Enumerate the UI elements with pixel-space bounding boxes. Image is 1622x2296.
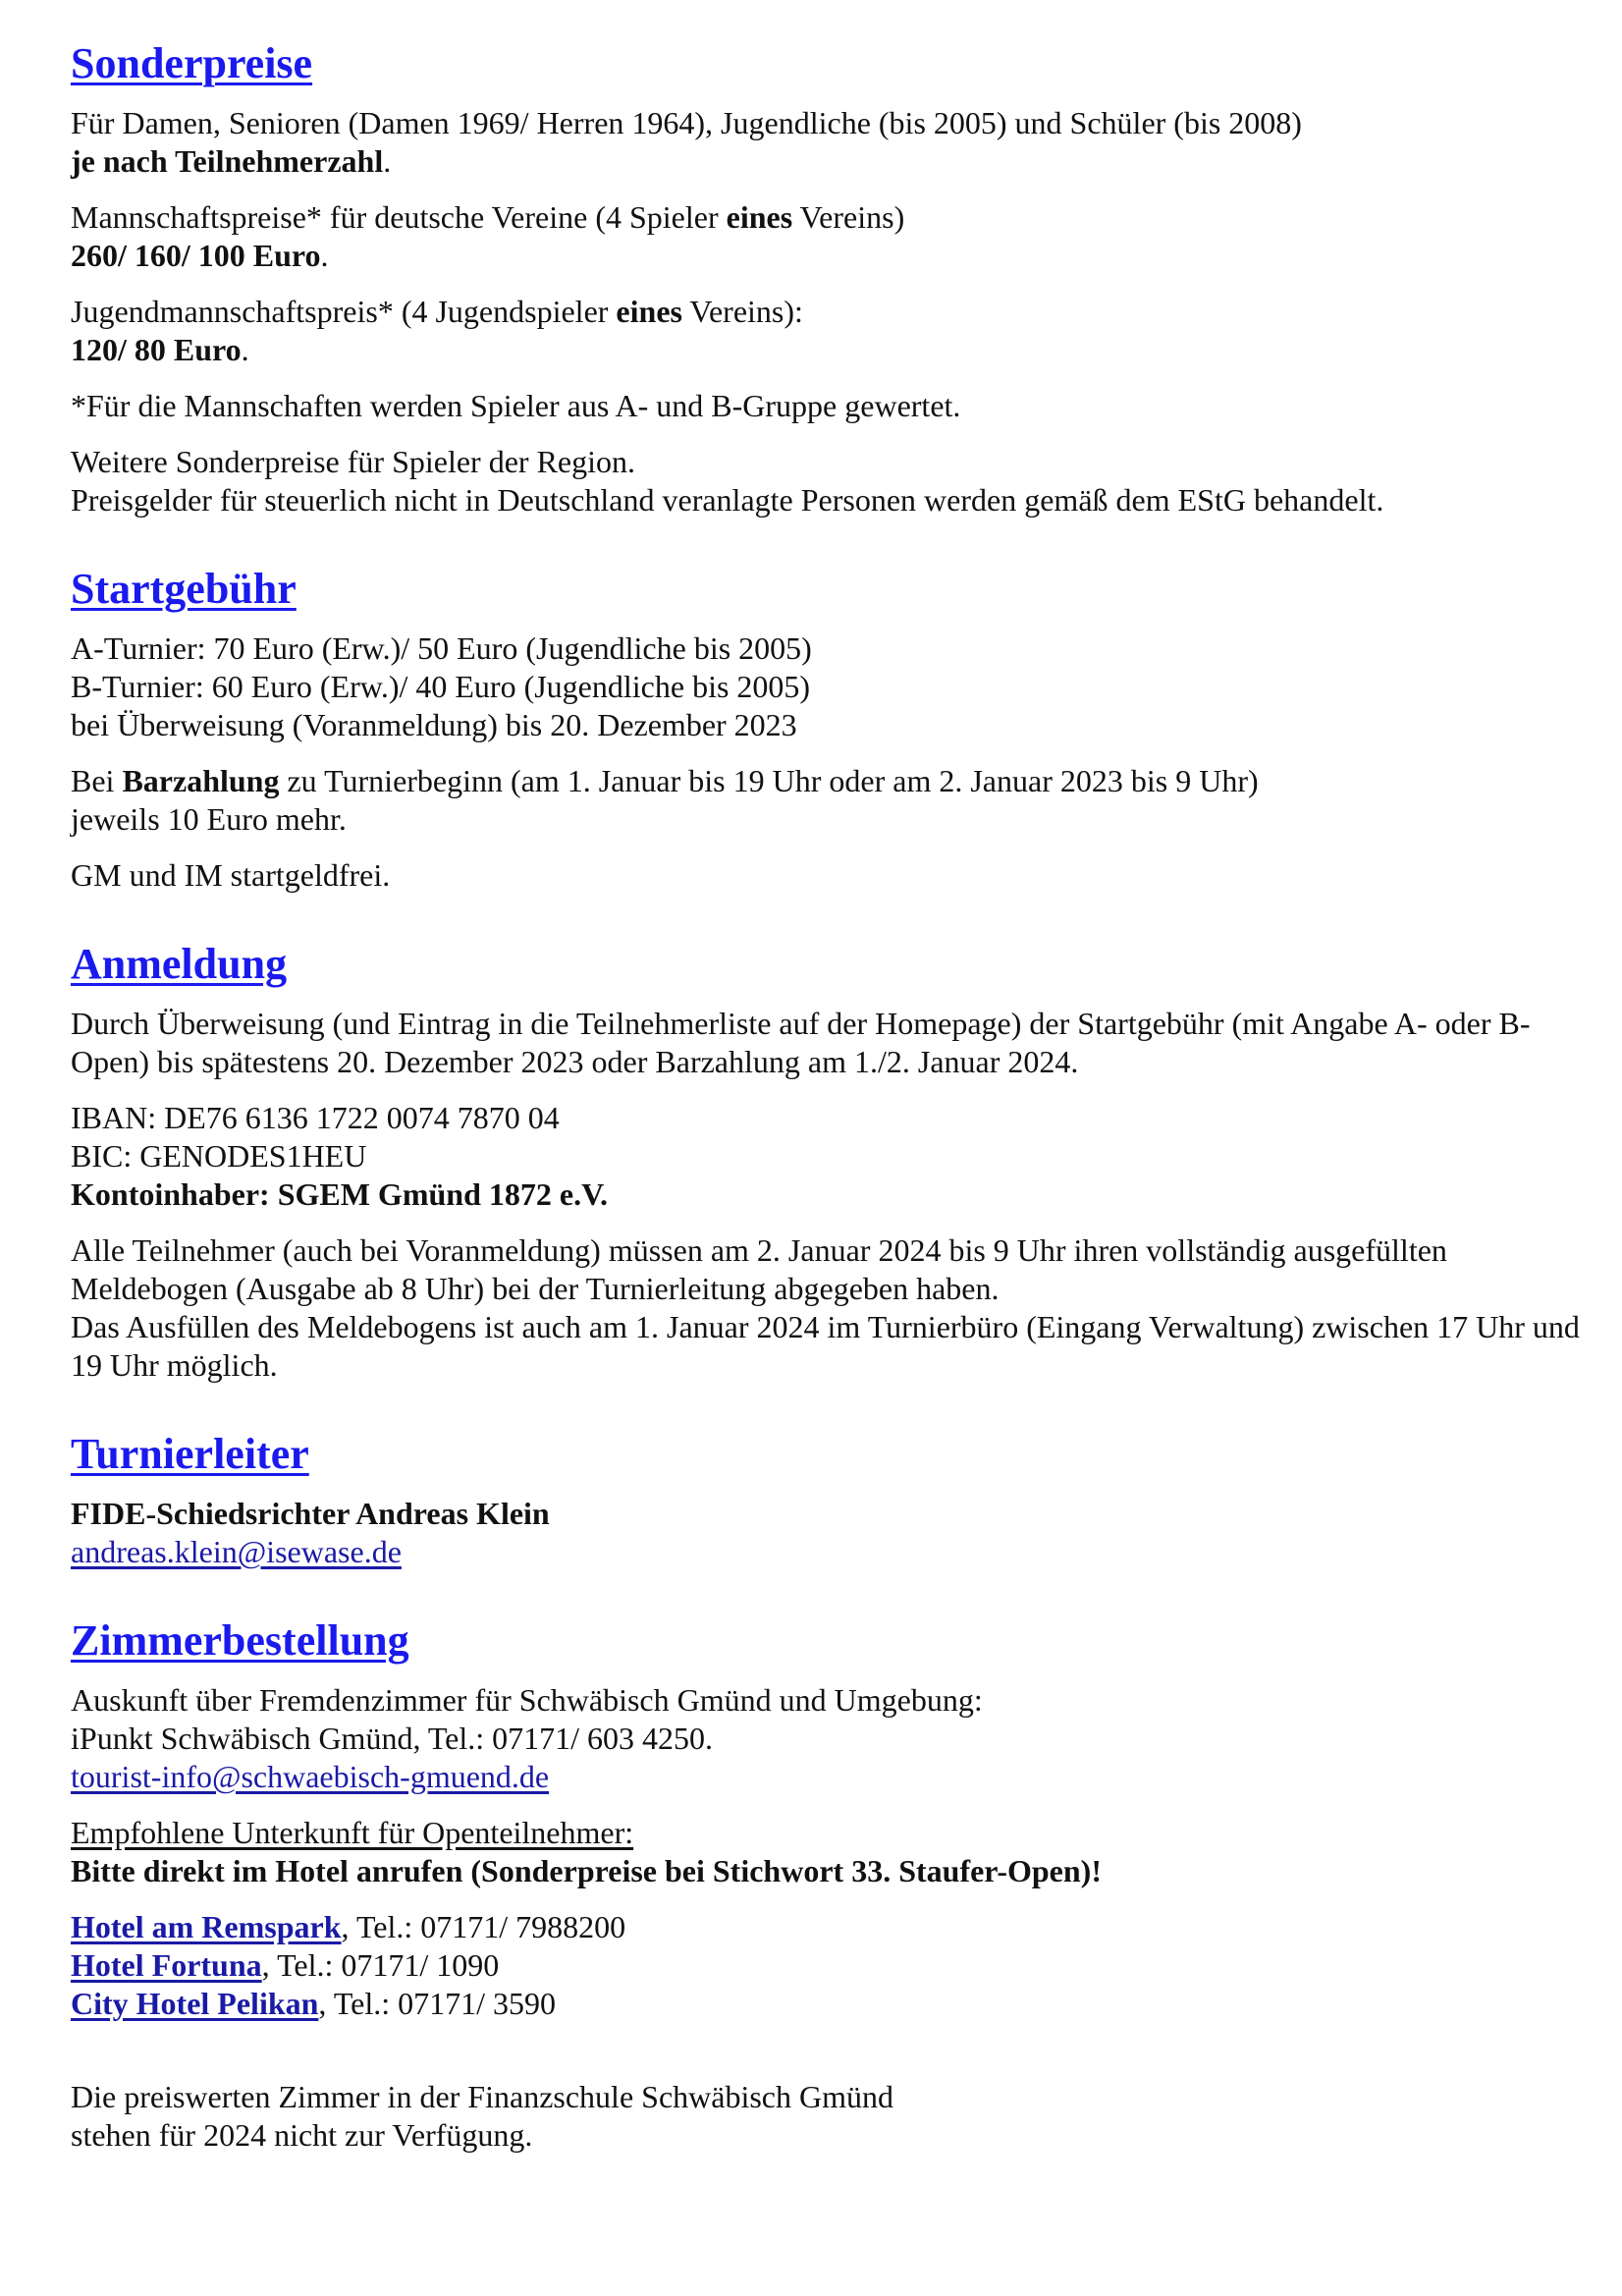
- barzahlung-paragraph: [71, 762, 1583, 839]
- turnierleiter-email-link[interactable]: andreas.klein@isewase.de: [71, 1534, 402, 1569]
- section-turnierleiter: [71, 1428, 1583, 1571]
- turnierleiter-heading-link[interactable]: Turnierleiter: [71, 1430, 309, 1478]
- zimmerbestellung-heading-link[interactable]: Zimmerbestellung: [71, 1616, 409, 1665]
- mannschaftspreise-vereins: Vereins): [792, 199, 905, 235]
- section-zimmerbestellung: [71, 1614, 1583, 2155]
- finanzschule-line-1: Die preiswerten Zimmer in der Finanzschule Schwäbisch Gmünd: [71, 2079, 893, 2114]
- empfohlene-unterkunft: [71, 1814, 1583, 1890]
- anmeldung-paragraph-3: [71, 1231, 1583, 1385]
- meldebogen-turnierbuero-text: Das Ausfüllen des Meldebogens ist auch am 1. Januar 2024 im Turnierbüro (Eingang Verwaltung) zwischen 17 Uhr und 19 Uhr möglich.: [71, 1309, 1580, 1383]
- hotel-call-notice: Bitte direkt im Hotel anrufen (Sonderpreise bei Stichwort 33. Staufer-Open)!: [71, 1853, 1102, 1888]
- tourist-info-email-link[interactable]: tourist-info@schwaebisch-gmuend.de: [71, 1759, 550, 1794]
- finanzschule-notice: [71, 2078, 1583, 2155]
- iban: IBAN: DE76 6136 1722 0074 7870 04: [71, 1100, 560, 1135]
- sonderpreise-teilnehmerzahl: je nach Teilnehmerzahl: [71, 143, 384, 179]
- anmeldung-heading: [71, 938, 1583, 991]
- section-anmeldung: [71, 938, 1583, 1385]
- barzahlung-surcharge: jeweils 10 Euro mehr.: [71, 801, 347, 837]
- jugendmannschaftspreis-amount: 120/ 80 Euro: [71, 332, 242, 367]
- hotel-item: [71, 1985, 1583, 2023]
- barzahlung-text: zu Turnierbeginn (am 1. Januar bis 19 Uhr oder am 2. Januar 2023 bis 9 Uhr): [279, 763, 1259, 798]
- mannschaftspreise-text: Mannschaftspreise* für deutsche Vereine (4 Spieler: [71, 199, 727, 235]
- sonderpreise-paragraph-4: *Für die Mannschaften werden Spieler aus A- und B-Gruppe gewertet.: [71, 388, 961, 423]
- sonderpreise-paragraph-5: [71, 443, 1583, 519]
- punctuation: .: [383, 143, 392, 179]
- startgebuehr-heading: [71, 563, 1583, 616]
- mannschaftspreise-eines: eines: [726, 199, 793, 235]
- hotel-phone: , Tel.: 07171/ 3590: [318, 1986, 557, 2021]
- anmeldung-paragraph-1: Durch Überweisung (und Eintrag in die Teilnehmerliste auf der Homepage) der Startgebühr (mit Angabe A- oder B-Open) bis spätestens 20. Dezember 2023 oder Barzahlung am 1./2. Januar 2024.: [71, 1006, 1531, 1079]
- kontoinhaber: Kontoinhaber: SGEM Gmünd 1872 e.V.: [71, 1176, 609, 1212]
- hotel-item: [71, 1946, 1583, 1985]
- gm-im-free: GM und IM startgeldfrei.: [71, 857, 391, 893]
- hotel-phone: , Tel.: 07171/ 1090: [261, 1947, 500, 1983]
- empfohlene-unterkunft-label: Empfohlene Unterkunft für Openteilnehmer:: [71, 1815, 634, 1850]
- jugendmannschaftspreis-text: Jugendmannschaftspreis* (4 Jugendspieler: [71, 294, 617, 329]
- mannschaftspreise-amount: 260/ 160/ 100 Euro: [71, 238, 321, 273]
- hotel-phone: , Tel.: 07171/ 7988200: [341, 1909, 626, 1944]
- startgebuehr-fees: [71, 629, 1583, 744]
- turnierleiter-heading: [71, 1428, 1583, 1481]
- meldebogen-text: Alle Teilnehmer (auch bei Voranmeldung) müssen am 2. Januar 2024 bis 9 Uhr ihren vollständig ausgefüllten Meldebogen (Ausgabe ab 8 Uhr) bei der Turnierleitung abgegeben haben.: [71, 1232, 1447, 1306]
- finanzschule-line-2: stehen für 2024 nicht zur Verfügung.: [71, 2117, 533, 2153]
- bic: BIC: GENODES1HEU: [71, 1138, 367, 1174]
- barzahlung-prefix: Bei: [71, 763, 123, 798]
- sonderpreise-paragraph-3: [71, 293, 1583, 369]
- fremdenzimmer-text: Auskunft über Fremdenzimmer für Schwäbisch Gmünd und Umgebung:: [71, 1682, 983, 1718]
- region-prizes-text: Weitere Sonderpreise für Spieler der Region.: [71, 444, 635, 479]
- bank-details: [71, 1099, 1583, 1214]
- hotel-item: [71, 1908, 1583, 1946]
- hotel-list: [71, 1908, 1583, 2023]
- hotel-link[interactable]: Hotel am Remspark: [71, 1909, 342, 1944]
- document-page: [71, 37, 1583, 2198]
- punctuation: .: [320, 238, 329, 273]
- jugendmannschaftspreis-eines: eines: [616, 294, 682, 329]
- barzahlung-bold: Barzahlung: [122, 763, 280, 798]
- estg-text: Preisgelder für steuerlich nicht in Deutschland veranlagte Personen werden gemäß dem EStG behandelt.: [71, 482, 1384, 518]
- jugendmannschaftspreis-vereins: Vereins):: [681, 294, 803, 329]
- sonderpreise-paragraph-2: [71, 198, 1583, 275]
- sonderpreise-heading: [71, 37, 1583, 90]
- turnierleiter-contact: [71, 1495, 1583, 1571]
- zimmer-info: [71, 1681, 1583, 1796]
- section-sonderpreise: [71, 37, 1583, 519]
- turnierleiter-name: FIDE-Schiedsrichter Andreas Klein: [71, 1496, 550, 1531]
- a-turnier-fee: A-Turnier: 70 Euro (Erw.)/ 50 Euro (Jugendliche bis 2005): [71, 630, 812, 666]
- anmeldung-heading-link[interactable]: Anmeldung: [71, 940, 288, 988]
- section-startgebuehr: [71, 563, 1583, 895]
- voranmeldung-deadline: bei Überweisung (Voranmeldung) bis 20. Dezember 2023: [71, 707, 797, 742]
- ipunkt-text: iPunkt Schwäbisch Gmünd, Tel.: 07171/ 603 4250.: [71, 1721, 714, 1756]
- hotel-link[interactable]: City Hotel Pelikan: [71, 1986, 319, 2021]
- sonderpreise-heading-link[interactable]: Sonderpreise: [71, 39, 313, 87]
- sonderpreise-groups-text: Für Damen, Senioren (Damen 1969/ Herren 1964), Jugendliche (bis 2005) und Schüler (bis 2008): [71, 105, 1302, 140]
- punctuation: .: [241, 332, 249, 367]
- hotel-link[interactable]: Hotel Fortuna: [71, 1947, 262, 1983]
- spacer: [71, 2041, 1583, 2078]
- b-turnier-fee: B-Turnier: 60 Euro (Erw.)/ 40 Euro (Jugendliche bis 2005): [71, 669, 811, 704]
- sonderpreise-paragraph-1: [71, 104, 1583, 181]
- startgebuehr-heading-link[interactable]: Startgebühr: [71, 565, 297, 613]
- zimmerbestellung-heading: [71, 1614, 1583, 1667]
